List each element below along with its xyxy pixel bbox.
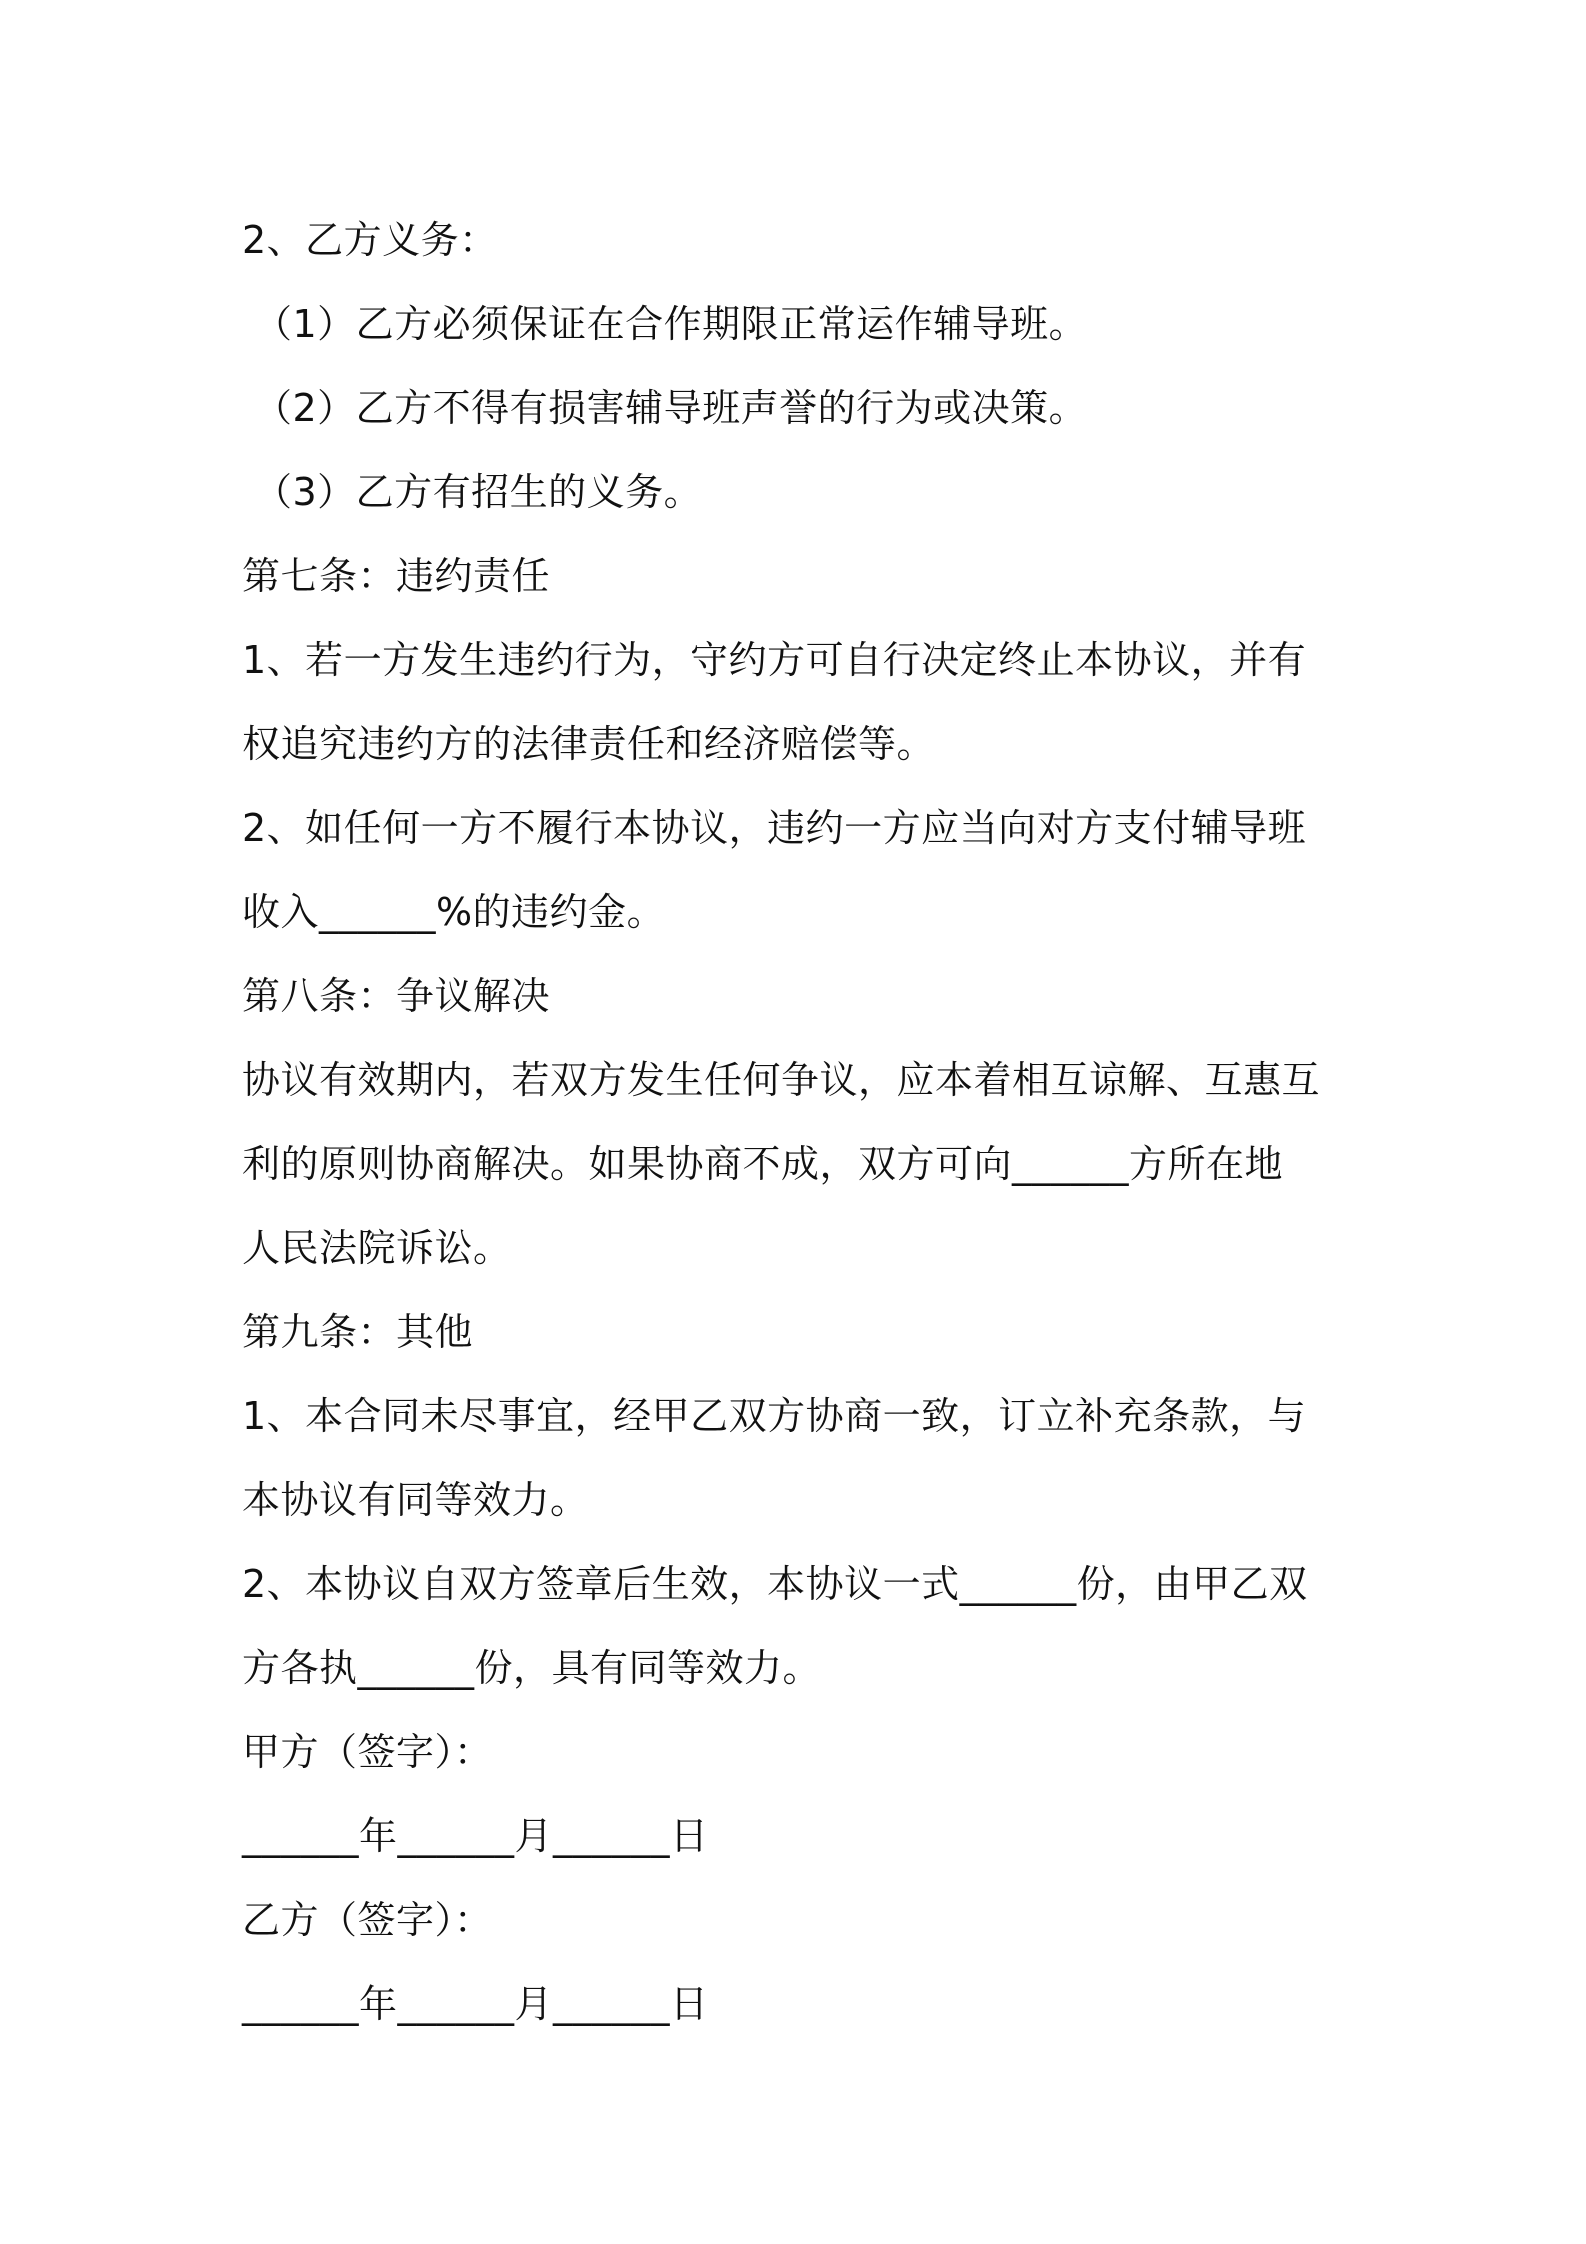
party-a-date-line: ______年______月______日 — [242, 1814, 709, 1858]
article-7-clause-2-line-1: 2、如任何一方不履行本协议，违约一方应当向对方支付辅导班 — [242, 806, 1307, 850]
article-7-title: 第七条：违约责任 — [242, 554, 551, 598]
article-7-clause-1-line-1: 1、若一方发生违约行为，守约方可自行决定终止本协议，并有 — [242, 638, 1307, 682]
article-7-clause-1-line-2: 权追究违约方的法律责任和经济赔偿等。 — [242, 722, 936, 766]
article-9-clause-1-line-1: 1、本合同未尽事宜，经甲乙双方协商一致，订立补充条款，与 — [242, 1394, 1307, 1438]
obligation-item-2: （2）乙方不得有损害辅导班声誉的行为或决策。 — [254, 386, 1088, 430]
article-9-clause-1-line-2: 本协议有同等效力。 — [242, 1478, 589, 1522]
article-8-text-line-1: 协议有效期内，若双方发生任何争议，应本着相互谅解、互惠互 — [242, 1058, 1321, 1102]
party-a-signature-label: 甲方（签字）： — [242, 1730, 493, 1774]
article-9-clause-2-line-1: 2、本协议自双方签章后生效，本协议一式______份，由甲乙双 — [242, 1562, 1308, 1606]
article-9-clause-2-line-2: 方各执______份，具有同等效力。 — [242, 1646, 822, 1690]
article-8-title: 第八条：争议解决 — [242, 974, 551, 1018]
document-body — [242, 198, 1362, 2046]
article-9-title: 第九条：其他 — [242, 1310, 474, 1354]
article-8-text-line-3: 人民法院诉讼。 — [242, 1226, 512, 1270]
obligation-item-3: （3）乙方有招生的义务。 — [254, 470, 703, 514]
obligation-item-1: （1）乙方必须保证在合作期限正常运作辅导班。 — [254, 302, 1088, 346]
article-8-text-line-2: 利的原则协商解决。如果协商不成，双方可向______方所在地 — [242, 1142, 1284, 1186]
article-7-clause-2-line-2: 收入______%的违约金。 — [242, 890, 666, 934]
clause-heading-party-b-obligations: 2、乙方义务： — [242, 218, 498, 262]
party-b-signature-label: 乙方（签字）： — [242, 1898, 493, 1942]
party-b-date-line: ______年______月______日 — [242, 1982, 709, 2026]
